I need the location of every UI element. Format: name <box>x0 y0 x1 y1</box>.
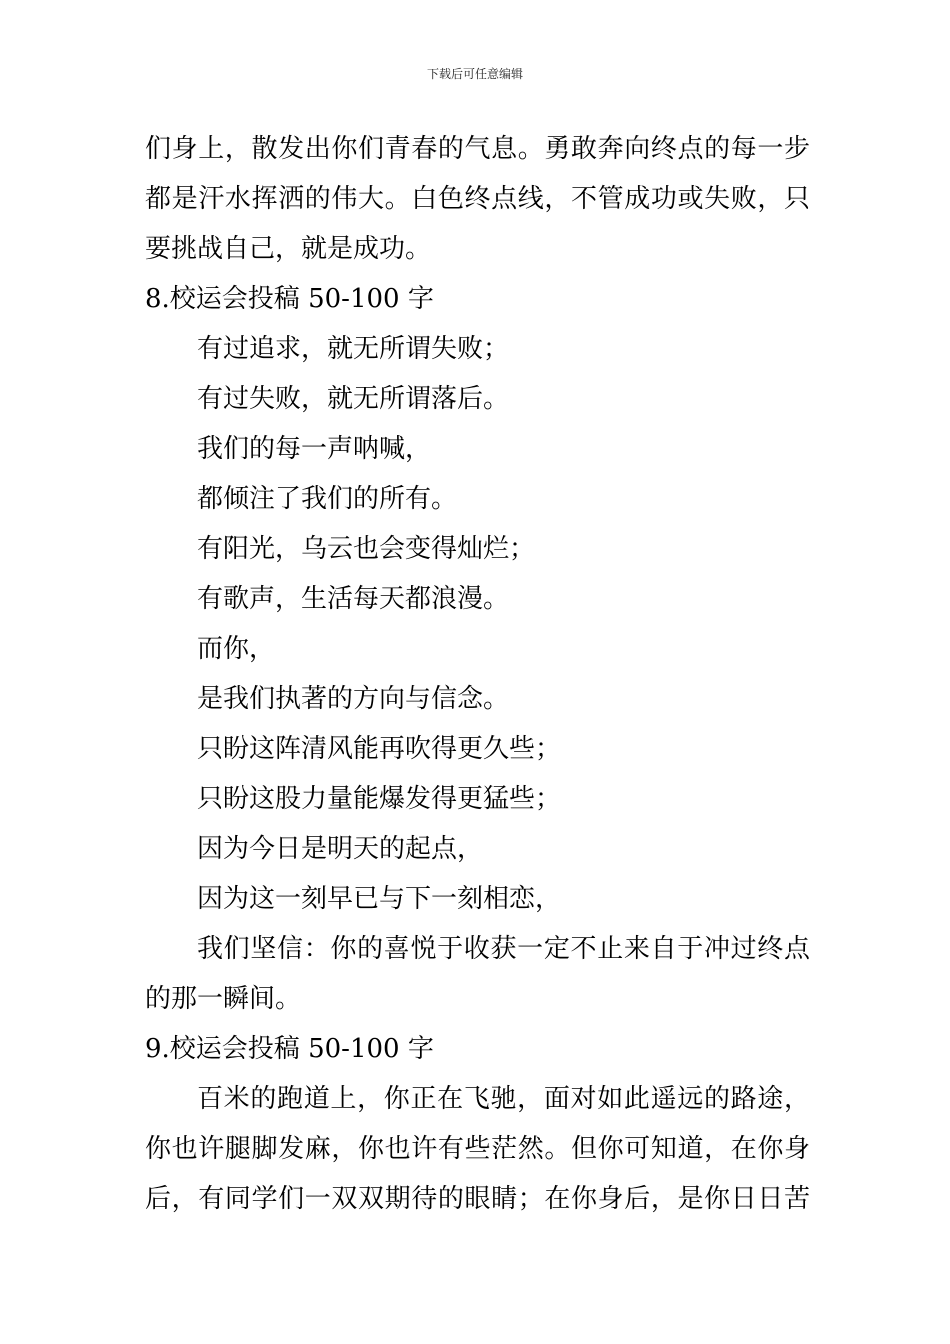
paragraph-line: 们身上，散发出你们青春的气息。勇敢奔向终点的每一步 <box>145 134 811 164</box>
poem-line: 因为今日是明天的起点， <box>197 834 484 864</box>
poem-line: 有过追求，就无所谓失败； <box>197 334 510 364</box>
poem-line: 都倾注了我们的所有。 <box>197 484 458 514</box>
paragraph-line: 我们坚信：你的喜悦于收获一定不止来自于冲过终点 <box>197 934 811 964</box>
paragraph-line: 要挑战自己，就是成功。 <box>145 234 432 264</box>
poem-line: 我们的每一声呐喊， <box>197 434 432 464</box>
paragraph-line: 百米的跑道上，你正在飞驰，面对如此遥远的路途， <box>197 1084 811 1114</box>
paragraph-line: 都是汗水挥洒的伟大。白色终点线，不管成功或失败，只 <box>145 184 811 214</box>
poem-line: 有过失败，就无所谓落后。 <box>197 384 510 414</box>
poem-line: 因为这一刻早已与下一刻相恋， <box>197 884 562 914</box>
page-header: 下载后可任意编辑 <box>426 67 523 81</box>
section-heading-8: 8.校运会投稿 50-100 字 <box>145 284 434 314</box>
section-heading-9: 9.校运会投稿 50-100 字 <box>145 1034 434 1064</box>
paragraph-line: 的那一瞬间。 <box>145 984 302 1014</box>
poem-line: 而你， <box>197 634 276 664</box>
poem-line: 有歌声，生活每天都浪漫。 <box>197 584 510 614</box>
poem-line: 是我们执著的方向与信念。 <box>197 684 510 714</box>
poem-line: 只盼这阵清风能再吹得更久些； <box>197 734 562 764</box>
document-body <box>145 124 810 1224</box>
paragraph-line: 后，有同学们一双双期待的眼睛；在你身后，是你日日苦 <box>145 1184 811 1214</box>
poem-line: 只盼这股力量能爆发得更猛些； <box>197 784 562 814</box>
poem-line: 有阳光，乌云也会变得灿烂； <box>197 534 536 564</box>
paragraph-line: 你也许腿脚发麻，你也许有些茫然。但你可知道，在你身 <box>145 1134 811 1164</box>
